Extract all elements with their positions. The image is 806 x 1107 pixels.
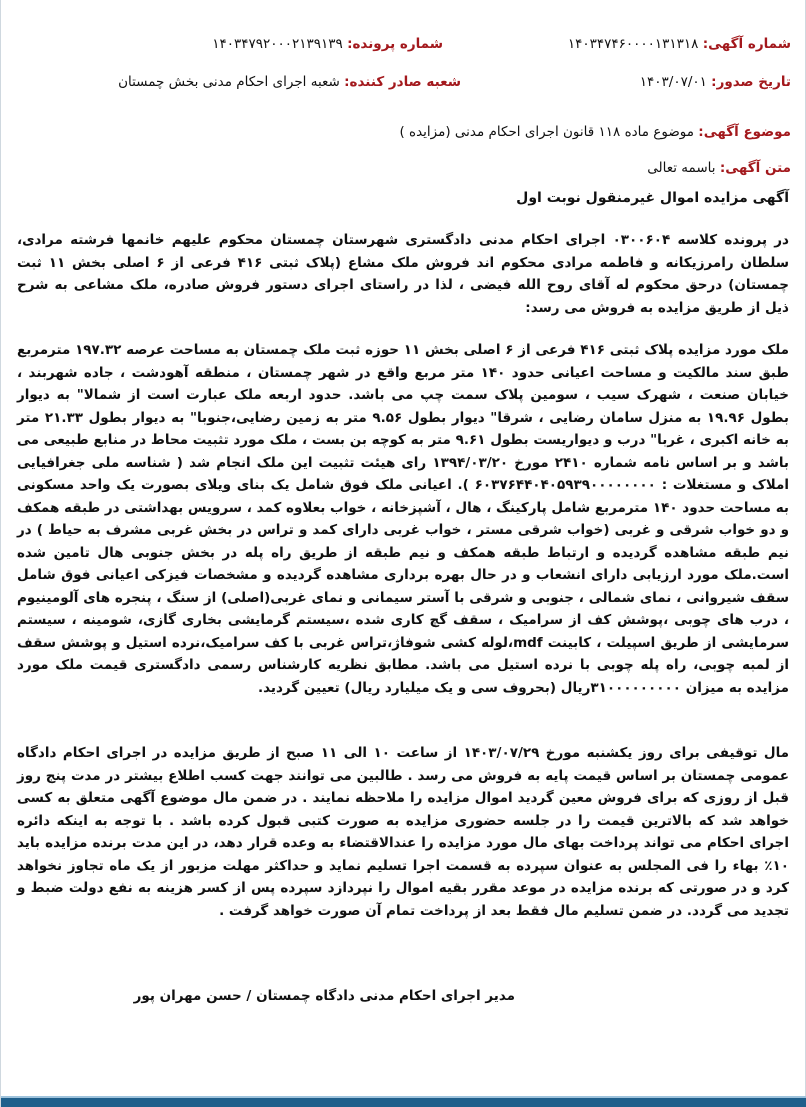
ad-number-field — [568, 34, 791, 54]
notice-text-field — [647, 158, 791, 178]
issue-date-field — [640, 72, 791, 92]
notice-heading: آگهی مزایده اموال غیرمنقول نوبت اول — [516, 190, 789, 206]
issue-date-value: ۱۴۰۳/۰۷/۰۱ — [639, 74, 707, 90]
paragraph-auction-terms: مال توقیفی برای روز یکشنبه مورخ ۱۴۰۳/۰۷/۲۹ از ساعت ۱۰ الی ۱۱ صبح از طریق مزایده در اجرای احکام دادگاه عمومی چمستان بر اساس قیمت پایه به فروش می رسد . طالبین می توانند جهت کسب اطلاع بیشتر در مدت پنج روز قبل از روزی که برای فروش معین گردید اموال مزایده را ملاحظه نمایند . در ضمن مال موضوع آگهی متعلق به کسی خواهد شد که بالاترین قیمت را در جلسه حضوری مزایده به صورت کتبی قبول کرده باشد . با توجه به اینکه دائره اجرای احکام می تواند پرداخت بهای مال مورد مزایده را عندالاقتضاء به وعده قرار دهد، در این مدت برنده مزایده باید ۱۰٪ بهاء را فی المجلس به عنوان سپرده به قسمت اجرا تسلیم نماید و حداکثر مهلت مزبور از یک ماه تجاوز نخواهد کرد و در صورتی که برنده مزایده در موعد مقرر بقیه اموال را نپردازد سپرده پس از کسر هزینه به نفع دولت ضبط و تجدید می گردد. در ضمن تسلیم مال فقط بعد از پرداخت تمام آن صورت خواهد گرفت . — [17, 745, 789, 919]
ad-number-value: ۱۴۰۳۴۷۴۶۰۰۰۰۱۳۱۳۱۸ — [567, 36, 699, 52]
issuer-label: شعبه صادر کننده: — [344, 74, 461, 90]
issue-date-label: تاریخ صدور: — [711, 74, 791, 90]
bottom-bar — [1, 1098, 806, 1107]
notice-text-label: متن آگهی: — [719, 160, 791, 176]
case-number-label: شماره پرونده: — [347, 36, 443, 52]
paragraph-case-intro: در پرونده کلاسه ۰۳۰۰۶۰۴ اجرای احکام مدنی دادگستری شهرستان چمستان محکوم علیهم خانمها فرشته مرادی، سلطان رامرزیکانه و فاطمه مرادی محکوم اند فروش ملک مشاع (پلاک ثبتی ۴۱۶ فرعی از ۶ اصلی بخش ۱۱ ثبت چمستان) درحق محکوم له آقای روح الله فیضی ، لذا در راستای اجرای دستور فروش صادره، ملک مشاعی به شرح ذیل از طریق مزایده به فروش می رسد: — [17, 232, 790, 316]
issuer-value: شعبه اجرای احکام مدنی بخش چمستان — [118, 74, 340, 90]
issuer-field — [118, 72, 461, 92]
ad-number-label: شماره آگهی: — [702, 36, 791, 52]
notice-text-intro: باسمه تعالی — [647, 160, 716, 176]
paragraph-property-description: ملک مورد مزایده پلاک ثبتی ۴۱۶ فرعی از ۶ اصلی بخش ۱۱ حوزه ثبت ملک چمستان به مساحت عرصه ۱۹۷.۳۲ مترمربع طبق سند مالکیت و مساحت اعیانی حدود ۱۴۰ متر مربع واقع در شهر چمستان ، منطقه آهودشت ، جاده شهربند ، خیابان صنعت ، شهرک سیب ، سومین پلاک سمت چپ می باشد. حدود اربعه ملک عبارت است از شمالا" به دیوار بطول ۱۹.۹۶ به منزل سامان رضایی ، شرقا" دیوار بطول ۹.۵۶ متر به زمین رضایی،جنوبا" به دیوار بطول ۲۱.۳۳ متر به خانه اکبری ، غربا" درب و دیواریست بطول ۹.۶۱ متر به کوچه بن بست ، ملک مورد تثبیت محاط در منابع طبیعی می باشد و بر اساس نامه شماره ۲۴۱۰ مورخ ۱۳۹۴/۰۳/۲۰ رای هیئت تثبیت این ملک انجام شد ( شناسه ملی جغرافیایی املاک و مستغلات : ۶۰۳۷۶۴۴۰۴۰۵۹۳۹۰۰۰۰۰۰۰۰ ). اعیانی ملک فوق شامل یک بنای ویلای بصورت یک واحد مسکونی به مساحت حدود ۱۴۰ مترمربع شامل پارکینگ ، هال ، آشپزخانه ، خواب بعلاوه کمد ، سرویس بهداشتی در طبقه همکف و دو خواب شرقی و غربی (خواب شرقی مستر ، خواب غربی دارای کمد و تراس در بخش غربی مشرف به حیاط ) در نیم طبقه مشاهده گردیده و ارتباط طبقه همکف و نیم طبقه از طریق راه پله در بخش جنوبی هال تامین شده است.ملک مورد ارزیابی دارای انشعاب و در حال بهره برداری مشاهده گردیده و مشخصات فیزکی اعیانی فوق شامل سقف شیروانی ، نمای شمالی ، جنوبی و شرقی با آستر سیمانی و نمای غربی(اصلی) از سنگ ، پنجره های آلومینیوم ، درب های چوبی ،پوشش کف از سرامیک ، سقف گچ کاری شده ،سیستم گرمایشی بخاری گازی، شومینه ، سیستم سرمایشی از طریق اسپیلت ، کابینت mdf،لوله کشی شوفاژ،تراس غربی با کف سرامیک،نرده استیل و پوشش سقف از لمبه چوبی، راه پله چوبی با نرده استیل می باشد. مطابق نظریه کارشناس رسمی دادگستری قیمت ملک مورد مزایده به میزان ۳۱۰۰۰۰۰۰۰۰۰ریال (بحروف سی و یک میلیارد ریال) تعیین گردید. — [17, 342, 790, 696]
case-number-field — [212, 34, 443, 54]
subject-label: موضوع آگهی: — [698, 124, 791, 140]
subject-field — [399, 122, 791, 142]
subject-value: موضوع ماده ۱۱۸ قانون اجرای احکام مدنی (مزایده ) — [399, 124, 694, 140]
signature-line: مدیر اجرای احکام مدنی دادگاه چمستان / حسن مهران پور — [133, 988, 515, 1004]
case-number-value: ۱۴۰۳۴۷۹۲۰۰۰۲۱۳۹۱۳۹ — [212, 36, 343, 52]
